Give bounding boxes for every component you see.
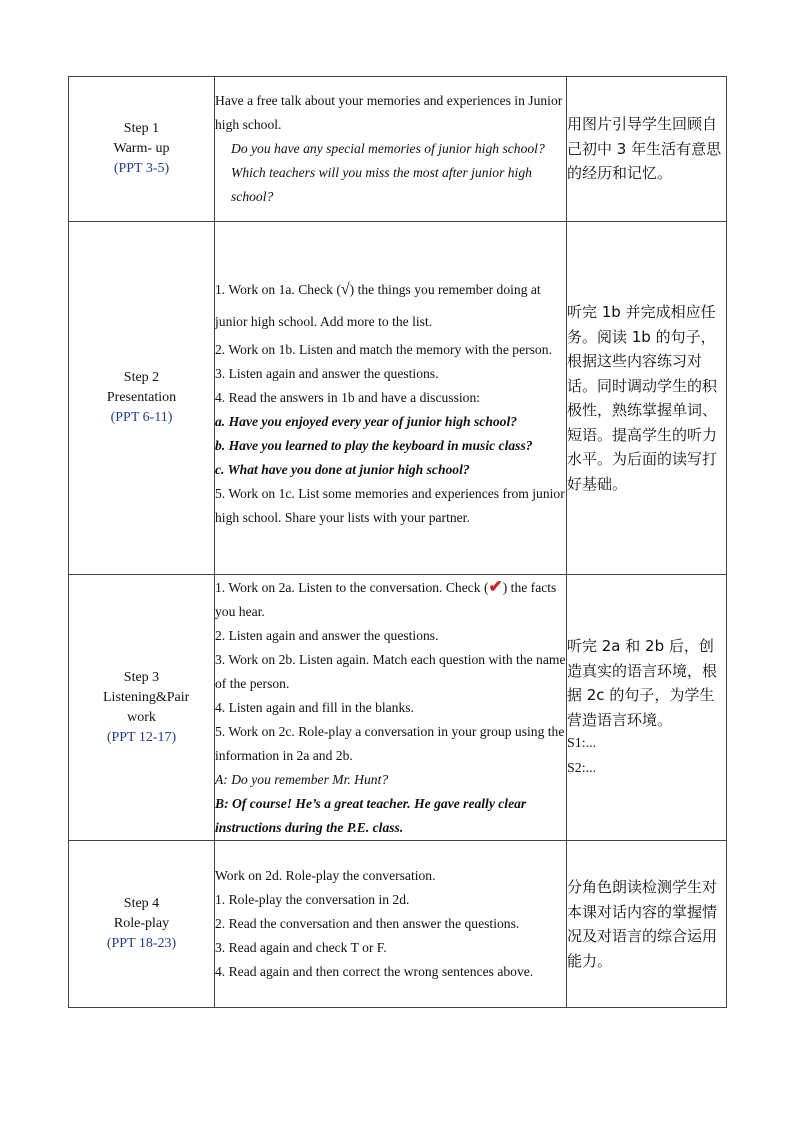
activity-line: Work on 2d. Role-play the conversation.: [215, 868, 436, 883]
red-checkmark-icon: ✔: [488, 577, 503, 596]
note-cell: 分角色朗读检测学生对本课对话内容的掌握情况及对语言的综合运用能力。: [567, 841, 727, 1008]
activity-line: 3. Work on 2b. Listen again. Match each question with the name of the person.: [215, 652, 566, 691]
activity-text: 1. Work on 1a. Check (: [215, 282, 341, 297]
step-name: Listening&Pair work: [103, 689, 190, 725]
activity-line: Have a free talk about your memories and experiences in Junior high school.: [215, 93, 563, 132]
activity-cell: [215, 222, 567, 575]
activity-question: Do you have any special memories of junior high school?: [231, 141, 545, 156]
step-name: Role-play: [113, 916, 170, 931]
checkmark-icon: √: [340, 281, 350, 298]
activity-line: [215, 575, 566, 624]
step-cell: [69, 841, 215, 1008]
ppt-range: (PPT 3-5): [113, 161, 170, 176]
table-row: [69, 77, 727, 222]
step-cell: [69, 575, 215, 841]
activity-line: 4. Read again and then correct the wrong sentences above.: [215, 964, 534, 979]
ppt-range: (PPT 18-23): [106, 936, 177, 951]
activity-line: [215, 274, 566, 338]
activity-question: a. Have you enjoyed every year of junior high school?: [215, 414, 518, 429]
lesson-plan-table: [68, 76, 727, 1008]
activity-line: 4. Listen again and fill in the blanks.: [215, 700, 414, 715]
note-cell: 用图片引导学生回顾自己初中 3 年生活有意思的经历和记忆。: [567, 77, 727, 222]
step-number: Step 1: [123, 121, 160, 136]
activity-text: ) the things you remember doing at junior high school. Add more to the list.: [215, 282, 541, 329]
activity-cell: [215, 77, 567, 222]
dialogue-line: B: Of course! He’s a great teacher. He gave really clear instructions during the P.E. class.: [215, 796, 527, 835]
step-number: Step 3: [123, 669, 160, 685]
table-row: [69, 841, 727, 1008]
note-text: 听完 2a 和 2b 后，创造真实的语言环境，根据 2c 的句子，为学生营造语言环境。: [567, 637, 718, 729]
note-cell: 听完 1b 并完成相应任务。阅读 1b 的句子，根据这些内容练习对话。同时调动学生的积极性，熟练掌握单词、短语。提高学生的听力水平。为后面的读写打好基础。: [567, 222, 727, 575]
activity-cell: [215, 841, 567, 1008]
activity-text: 1. Work on 2a. Listen to the conversation. Check (: [215, 580, 489, 595]
dialogue-line: A: Do you remember Mr. Hunt?: [215, 772, 389, 787]
activity-line: 2. Listen again and answer the questions.: [215, 628, 439, 643]
note-dialogue: S1:...: [567, 736, 597, 751]
table-row: [69, 575, 727, 841]
activity-line: 3. Read again and check T or F.: [215, 940, 387, 955]
note-cell: [567, 575, 727, 841]
activity-line: 3. Listen again and answer the questions.: [215, 366, 439, 381]
step-name: Presentation: [106, 390, 177, 405]
step-number: Step 2: [123, 370, 160, 385]
step-cell: [69, 77, 215, 222]
activity-cell: [215, 575, 567, 841]
ppt-range: (PPT 6-11): [110, 410, 173, 425]
activity-line: 2. Work on 1b. Listen and match the memory with the person.: [215, 342, 552, 357]
activity-question: Which teachers will you miss the most after junior high school?: [231, 165, 532, 204]
activity-line: 4. Read the answers in 1b and have a discussion:: [215, 390, 481, 405]
note-dialogue: S2:...: [567, 760, 597, 776]
step-number: Step 4: [123, 896, 160, 911]
activity-line: 5. Work on 1c. List some memories and experiences from junior high school. Share your lists with your partner.: [215, 486, 565, 525]
activity-line: 5. Work on 2c. Role-play a conversation in your group using the information in 2a and 2b.: [215, 724, 565, 763]
activity-question: b. Have you learned to play the keyboard in music class?: [215, 438, 533, 453]
table-row: [69, 222, 727, 575]
ppt-range: (PPT 12-17): [106, 729, 177, 745]
activity-question: c. What have you done at junior high school?: [215, 462, 470, 477]
activity-text: ) the facts you hear.: [215, 580, 557, 619]
step-name: Warm- up: [113, 141, 170, 156]
activity-line: 2. Read the conversation and then answer the questions.: [215, 916, 520, 931]
step-cell: [69, 222, 215, 575]
activity-line: 1. Role-play the conversation in 2d.: [215, 892, 410, 907]
